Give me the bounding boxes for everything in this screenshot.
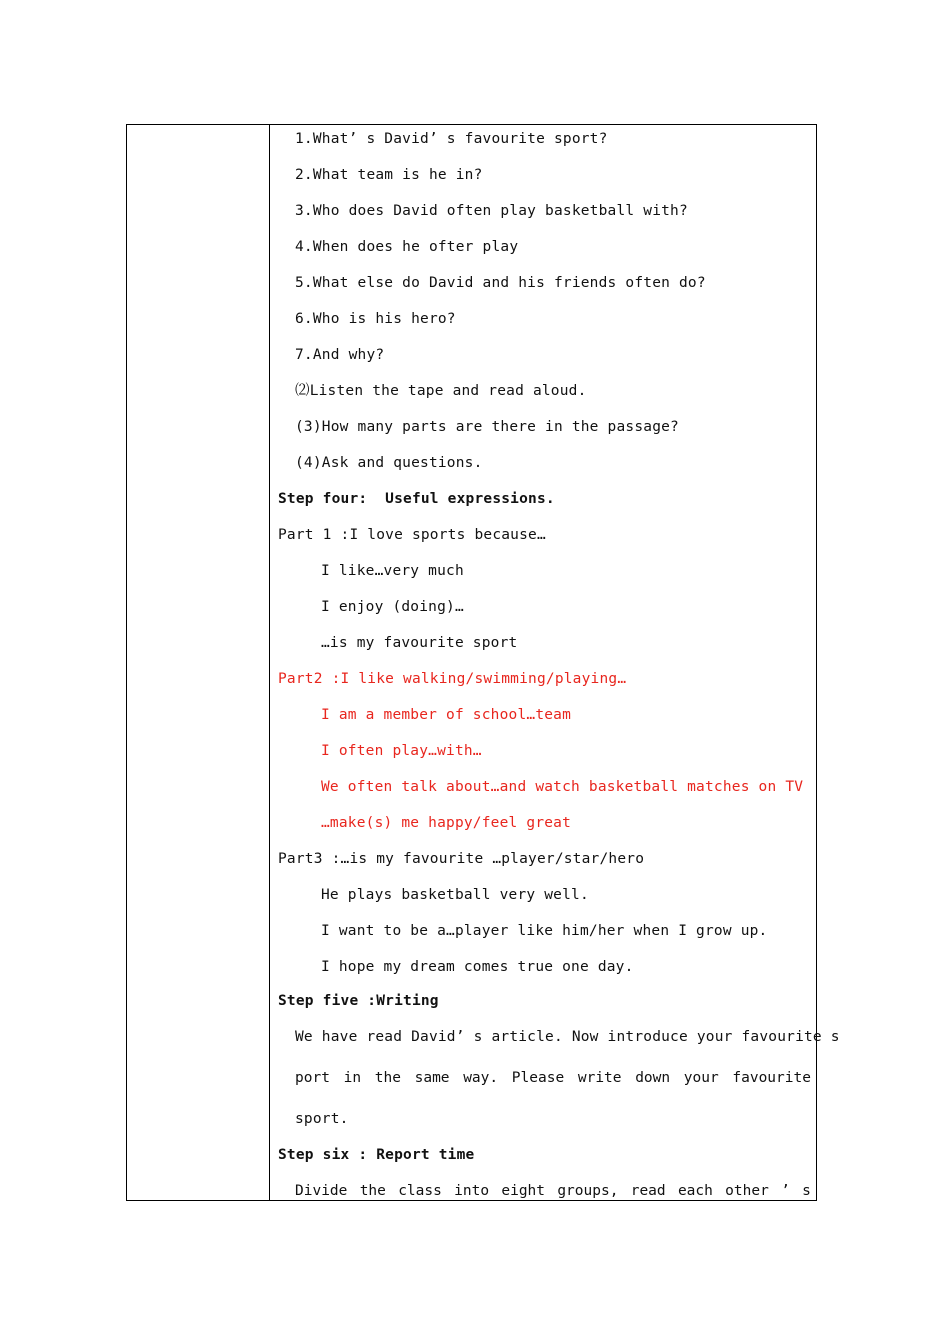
task-parts: (3)How many parts are there in the passage? bbox=[295, 419, 679, 435]
question-7: 7.And why? bbox=[295, 347, 385, 363]
question-3: 3.Who does David often play basketball with? bbox=[295, 203, 688, 219]
writing-line-2 bbox=[295, 1068, 811, 1088]
word: other bbox=[725, 1183, 769, 1199]
word: into bbox=[454, 1183, 490, 1199]
word: in bbox=[343, 1070, 362, 1086]
word: your bbox=[683, 1070, 719, 1086]
word: each bbox=[677, 1183, 713, 1199]
word: eight bbox=[501, 1183, 546, 1199]
word: port bbox=[295, 1070, 330, 1086]
question-6: 6.Who is his hero? bbox=[295, 311, 456, 327]
word: class bbox=[398, 1183, 442, 1199]
step-five-heading: Step five :Writing bbox=[278, 993, 439, 1009]
part2-line-2: I am a member of school…team bbox=[321, 707, 572, 723]
word: read bbox=[630, 1183, 666, 1199]
step-four-heading: Step four: Useful expressions. bbox=[278, 491, 555, 507]
part2-line-5: …make(s) me happy/feel great bbox=[321, 815, 572, 831]
word: s bbox=[802, 1183, 811, 1199]
word: favourite bbox=[732, 1070, 811, 1086]
word: way. bbox=[463, 1070, 499, 1086]
question-1: 1.What’ s David’ s favourite sport? bbox=[295, 131, 608, 147]
question-5: 5.What else do David and his friends often do? bbox=[295, 275, 706, 291]
part1-line-4: …is my favourite sport bbox=[321, 635, 518, 651]
task-listen: ⑵Listen the tape and read aloud. bbox=[295, 383, 587, 399]
question-2: 2.What team is he in? bbox=[295, 167, 483, 183]
writing-line-1: We have read David’ s article. Now introduce your favourite s bbox=[295, 1029, 840, 1045]
part1-line-1: Part 1 :I love sports because… bbox=[278, 527, 546, 543]
word: same bbox=[414, 1070, 450, 1086]
part3-line-1: Part3 :…is my favourite …player/star/hero bbox=[278, 851, 645, 867]
lesson-table bbox=[126, 124, 840, 1201]
part2-line-3: I often play…with… bbox=[321, 743, 482, 759]
part1-line-2: I like…very much bbox=[321, 563, 464, 579]
part1-line-3: I enjoy (doing)… bbox=[321, 599, 464, 615]
task-ask: (4)Ask and questions. bbox=[295, 455, 483, 471]
word: the bbox=[359, 1183, 386, 1199]
writing-line-3: sport. bbox=[295, 1111, 349, 1127]
word: Please bbox=[511, 1070, 565, 1086]
part3-line-3: I want to be a…player like him/her when I grow up. bbox=[321, 923, 768, 939]
part2-line-1: Part2 :I like walking/swimming/playing… bbox=[278, 671, 627, 687]
word: groups, bbox=[557, 1183, 619, 1199]
report-line-1 bbox=[295, 1181, 811, 1201]
left-column bbox=[127, 125, 270, 1200]
part3-line-2: He plays basketball very well. bbox=[321, 887, 589, 903]
question-4: 4.When does he ofter play bbox=[295, 239, 519, 255]
word: the bbox=[374, 1070, 401, 1086]
step-six-heading: Step six : Report time bbox=[278, 1147, 475, 1163]
word: down bbox=[635, 1070, 671, 1086]
word: ’ bbox=[781, 1183, 790, 1199]
part2-line-4: We often talk about…and watch basketball matches on TV bbox=[321, 779, 804, 795]
word: Divide bbox=[295, 1183, 348, 1199]
part3-line-4: I hope my dream comes true one day. bbox=[321, 959, 634, 975]
word: write bbox=[577, 1070, 622, 1086]
